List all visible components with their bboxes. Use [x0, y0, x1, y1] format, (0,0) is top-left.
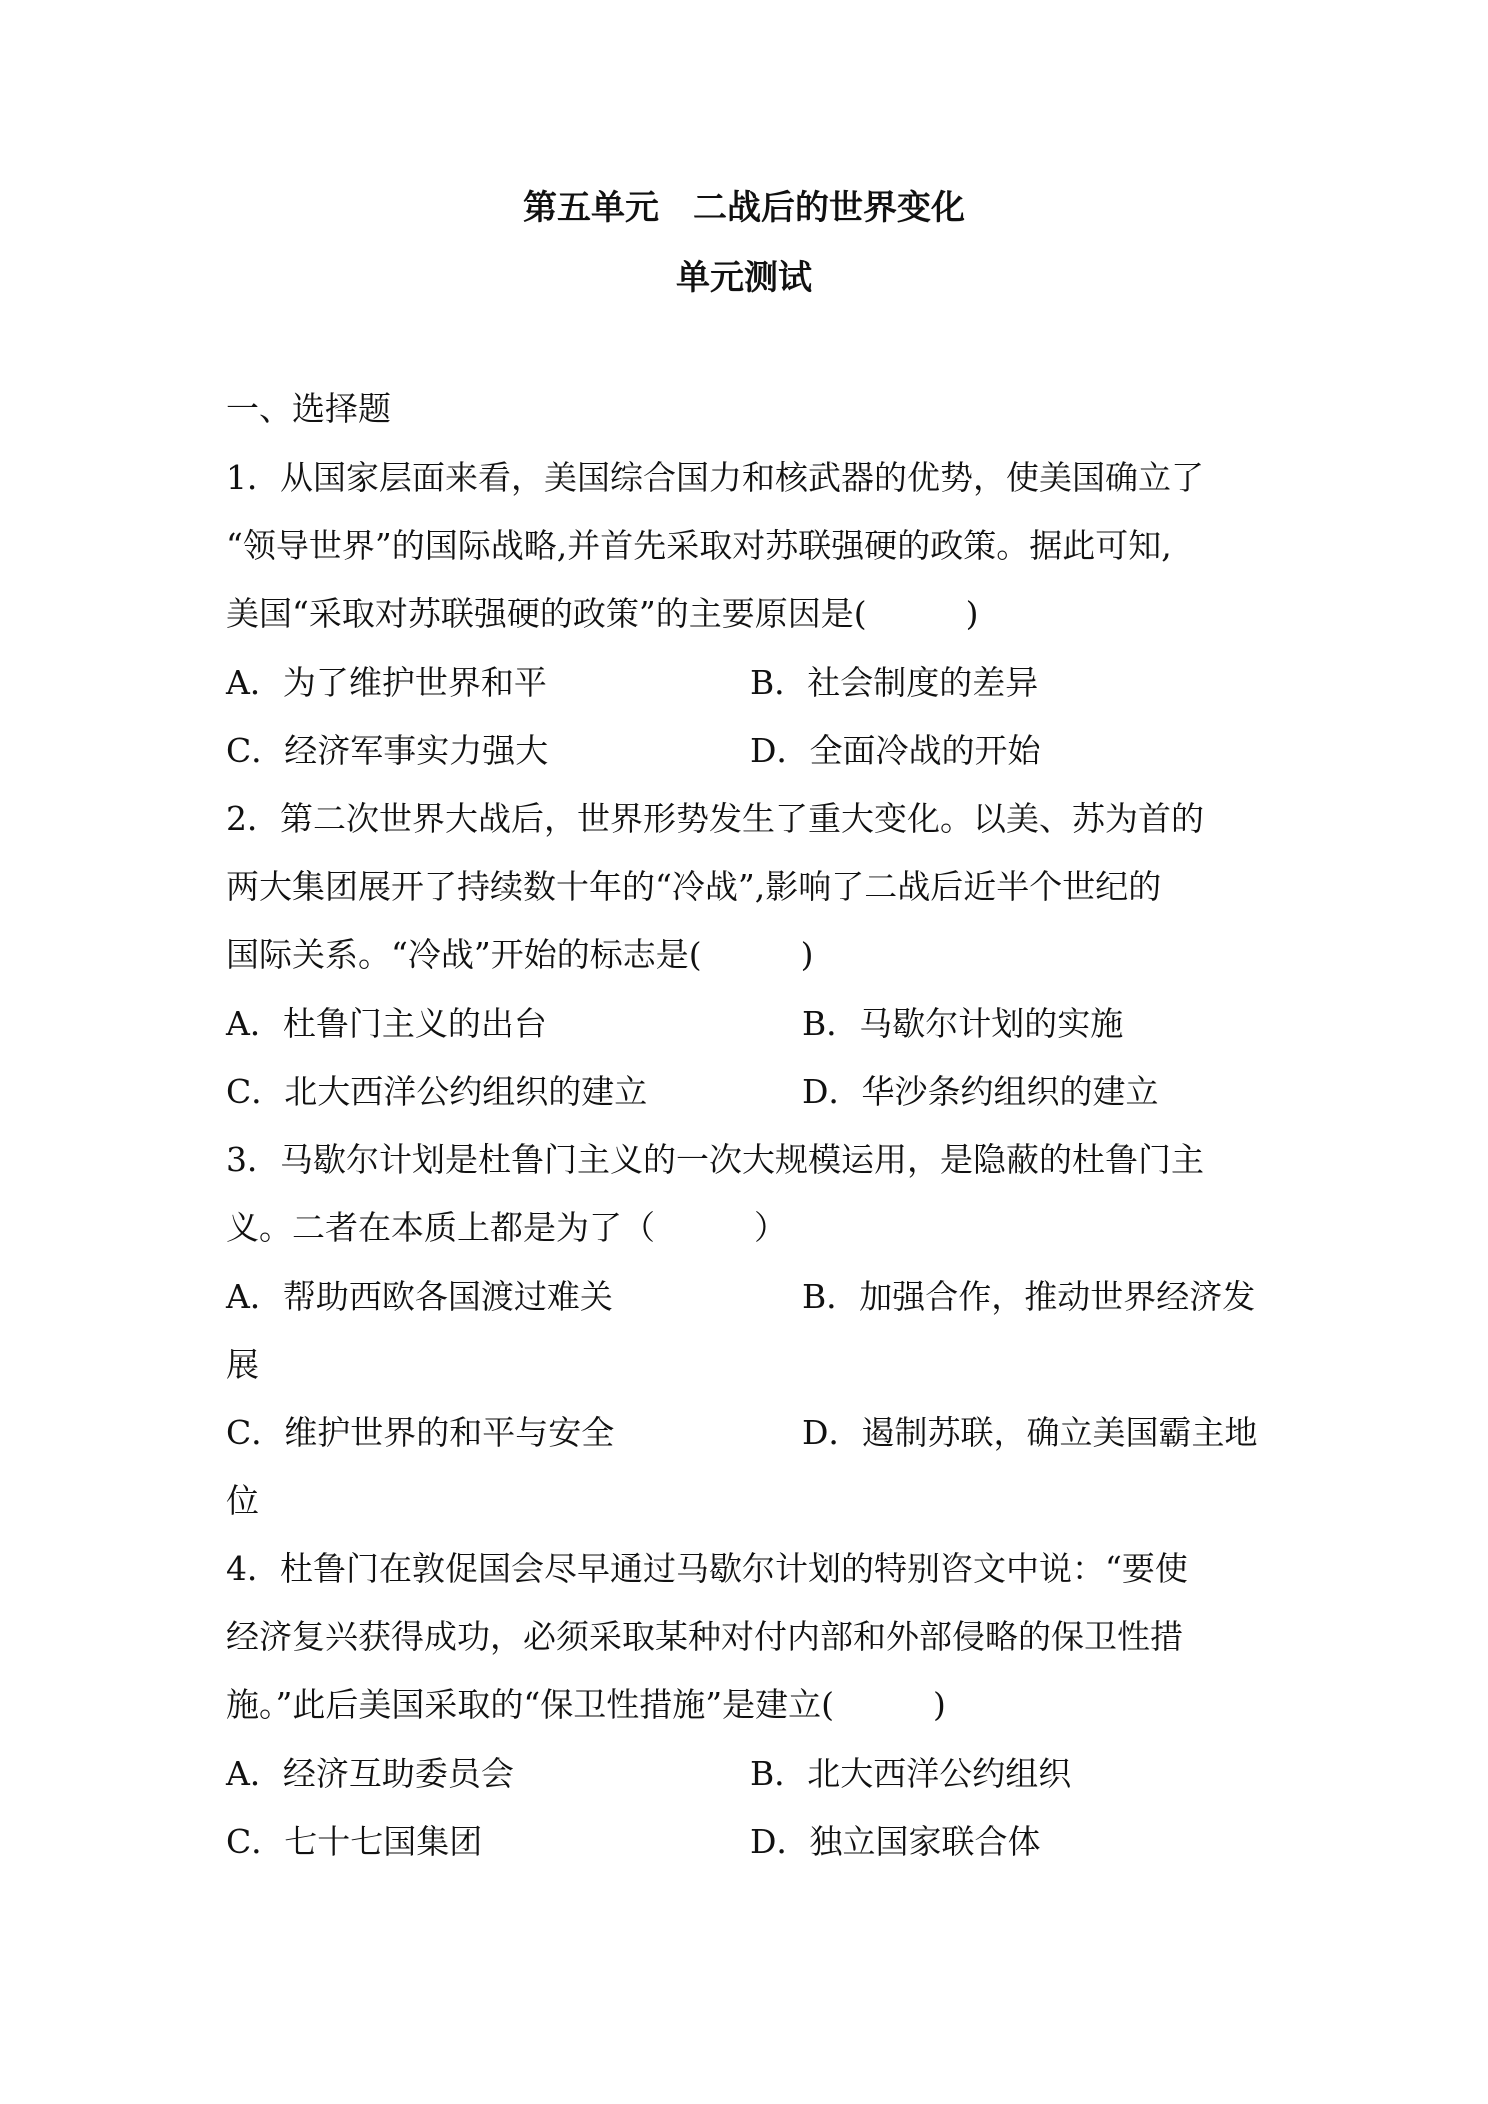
question-stem-line: 1．从国家层面来看，美国综合国力和核武器的优势，使美国确立了: [226, 458, 1204, 497]
option-c: C．七十七国集团: [226, 1822, 483, 1861]
option-a: A．杜鲁门主义的出台: [226, 1004, 547, 1043]
question-stem-line: 义。二者在本质上都是为了（ ）: [226, 1208, 787, 1247]
option-b: B．北大西洋公约组织: [750, 1754, 1072, 1793]
question-stem-line: “领导世界”的国际战略,并首先采取对苏联强硬的政策。据此可知,: [226, 526, 1172, 565]
option-d: D．全面冷战的开始: [750, 731, 1041, 770]
option-c: C．维护世界的和平与安全: [226, 1413, 615, 1452]
option-a: A．经济互助委员会: [226, 1754, 514, 1793]
question-stem-line: 美国“采取对苏联强硬的政策”的主要原因是( ): [226, 594, 979, 633]
section-heading: 一、选择题: [226, 389, 391, 428]
question-stem-line: 4．杜鲁门在敦促国会尽早通过马歇尔计划的特别咨文中说：“要使: [226, 1549, 1188, 1588]
option-d-wrap: 位: [226, 1481, 259, 1520]
test-subtitle: 单元测试: [676, 258, 812, 298]
option-a: A．为了维护世界和平: [226, 663, 547, 702]
option-d: D．华沙条约组织的建立: [802, 1072, 1159, 1111]
question-stem-line: 国际关系。“冷战”开始的标志是( ): [226, 935, 814, 974]
option-d: D．独立国家联合体: [750, 1822, 1041, 1861]
option-c: C．经济军事实力强大: [226, 731, 549, 770]
option-b: B．马歇尔计划的实施: [802, 1004, 1124, 1043]
option-b: B．加强合作，推动世界经济发: [802, 1277, 1256, 1316]
question-stem-line: 经济复兴获得成功，必须采取某种对付内部和外部侵略的保卫性措: [226, 1617, 1183, 1656]
question-stem-line: 施。”此后美国采取的“保卫性措施”是建立( ): [226, 1685, 946, 1724]
question-stem-line: 2．第二次世界大战后，世界形势发生了重大变化。以美、苏为首的: [226, 799, 1204, 838]
option-a: A．帮助西欧各国渡过难关: [226, 1277, 613, 1316]
option-c: C．北大西洋公约组织的建立: [226, 1072, 648, 1111]
option-b: B．社会制度的差异: [750, 663, 1039, 702]
question-stem-line: 3．马歇尔计划是杜鲁门主义的一次大规模运用，是隐蔽的杜鲁门主: [226, 1140, 1204, 1179]
option-d: D．遏制苏联，确立美国霸主地: [802, 1413, 1258, 1452]
option-b-wrap: 展: [226, 1345, 259, 1384]
unit-title: 第五单元 二战后的世界变化: [523, 188, 965, 228]
question-stem-line: 两大集团展开了持续数十年的“冷战”,影响了二战后近半个世纪的: [226, 867, 1162, 906]
